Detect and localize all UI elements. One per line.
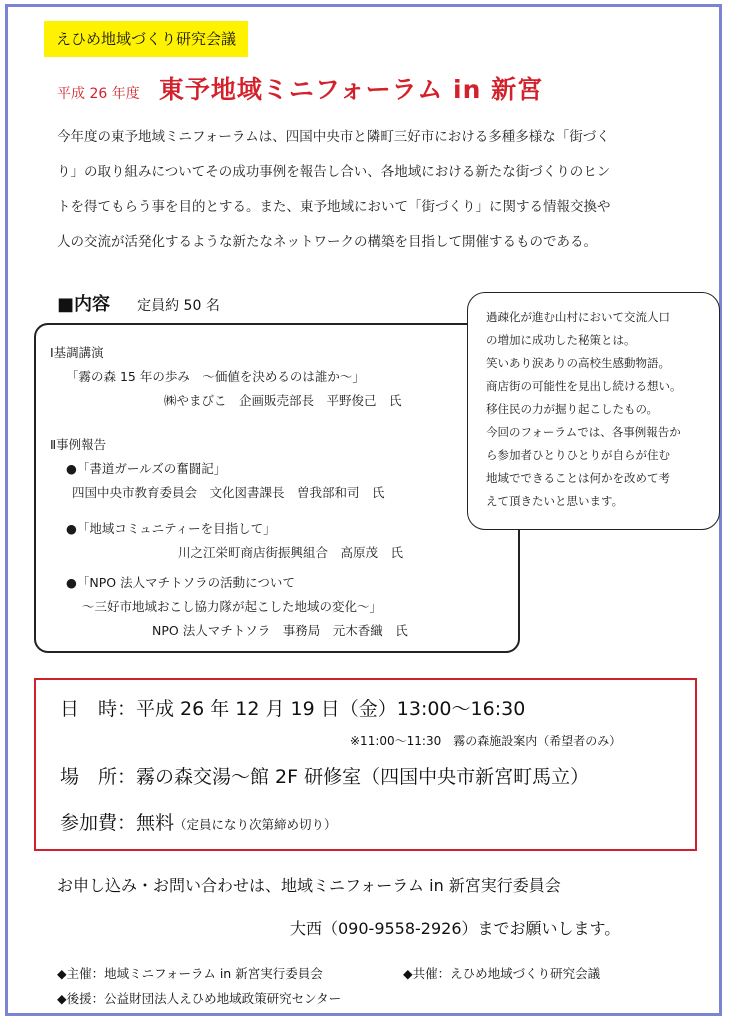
intro-line: 人の交流が活発化するような新たなネットワークの構築を目指して開催するものである。: [57, 234, 597, 250]
case-speaker: 四国中央市教育委員会 文化図書課長 曽我部和司 氏: [72, 485, 385, 500]
intro-paragraph: [57, 120, 697, 260]
case-speaker: 川之江栄町商店街振興組合 高原茂 氏: [178, 545, 404, 560]
title-year: 平成 26 年度: [57, 86, 140, 102]
cases-label: Ⅱ事例報告: [50, 437, 107, 452]
keynote-label: Ⅰ基調講演: [50, 345, 104, 360]
capacity-note: 定員約 50 名: [137, 298, 220, 314]
event-date: 日 時：平成 26 年 12 月 19 日（金）13:00～16:30: [60, 698, 526, 720]
case-subtitle: ～三好市地域おこし協力隊が起こした地域の変化～」: [82, 599, 383, 614]
event-fee-note: （定員になり次第締め切り）: [174, 817, 337, 832]
contact-phone-line: 大西（090-9558-2926）までお願いします。: [290, 919, 621, 938]
footer-cohost: ◆共催：えひめ地域づくり研究会議: [403, 966, 601, 981]
keynote-title: 「霧の森 15 年の歩み ～価値を決めるのは誰か～」: [66, 369, 365, 384]
intro-line: トを得てもらう事を目的とする。また、東予地域において「街づくり」に関する情報交換や: [57, 199, 611, 215]
event-venue: 場 所：霧の森交湯～館 2F 研修室（四国中央市新宮町馬立）: [60, 766, 590, 788]
event-fee-value: 参加費：無料: [60, 812, 175, 834]
organization-label: えひめ地域づくり研究会議: [44, 21, 248, 57]
side-note-line: 商店街の可能性を見出し続ける想い。: [486, 379, 682, 393]
keynote-speaker: ㈱やまびこ 企画販売部長 平野俊己 氏: [164, 393, 402, 408]
side-note-line: 今回のフォーラムでは、各事例報告か: [486, 425, 681, 439]
event-details-box: [34, 678, 697, 851]
intro-line: 今年度の東予地域ミニフォーラムは、四国中央市と隣町三好市における多種多様な「街づく: [57, 129, 610, 145]
contents-heading: [57, 290, 220, 316]
page-title: [57, 70, 543, 106]
event-fee: [60, 808, 337, 835]
side-note-line: えて頂きたいと思います。: [486, 494, 624, 508]
contents-title: ■内容: [57, 294, 111, 315]
footer-organizer: ◆主催：地域ミニフォーラム in 新宮実行委員会: [57, 966, 323, 981]
side-note-line: の増加に成功した秘策とは。: [486, 333, 636, 347]
side-note-line: 地域でできることは何かを改めて考: [486, 471, 670, 485]
case-title: ●「地域コミュニティーを目指して」: [66, 521, 276, 536]
case-title: ●「書道ガールズの奮闘記」: [66, 461, 227, 476]
footer-support: ◆後援：公益財団法人えひめ地域政策研究センター: [57, 991, 342, 1006]
side-note-line: 移住民の力が掘り起こしたもの。: [486, 402, 659, 416]
contact-line: お申し込み・お問い合わせは、地域ミニフォーラム in 新宮実行委員会: [57, 876, 561, 895]
intro-line: り」の取り組みについてその成功事例を報告し合い、各地域における新たな街づくりのヒン: [57, 164, 611, 180]
side-note-line: 過疎化が進む山村において交流人口: [486, 310, 670, 324]
side-note-box: [467, 292, 720, 530]
case-title: ●「NPO 法人マチトソラの活動について: [66, 575, 295, 590]
side-note-line: 笑いあり涙ありの高校生感動物語。: [486, 356, 670, 370]
program-box: [34, 323, 520, 653]
title-main: 東予地域ミニフォーラム in 新宮: [158, 75, 544, 104]
event-date-note: ※11:00～11:30 霧の森施設案内（希望者のみ）: [350, 734, 622, 748]
side-note-line: ら参加者ひとりひとりが自らが住む: [486, 448, 670, 462]
case-speaker: NPO 法人マチトソラ 事務局 元木香織 氏: [152, 623, 408, 638]
